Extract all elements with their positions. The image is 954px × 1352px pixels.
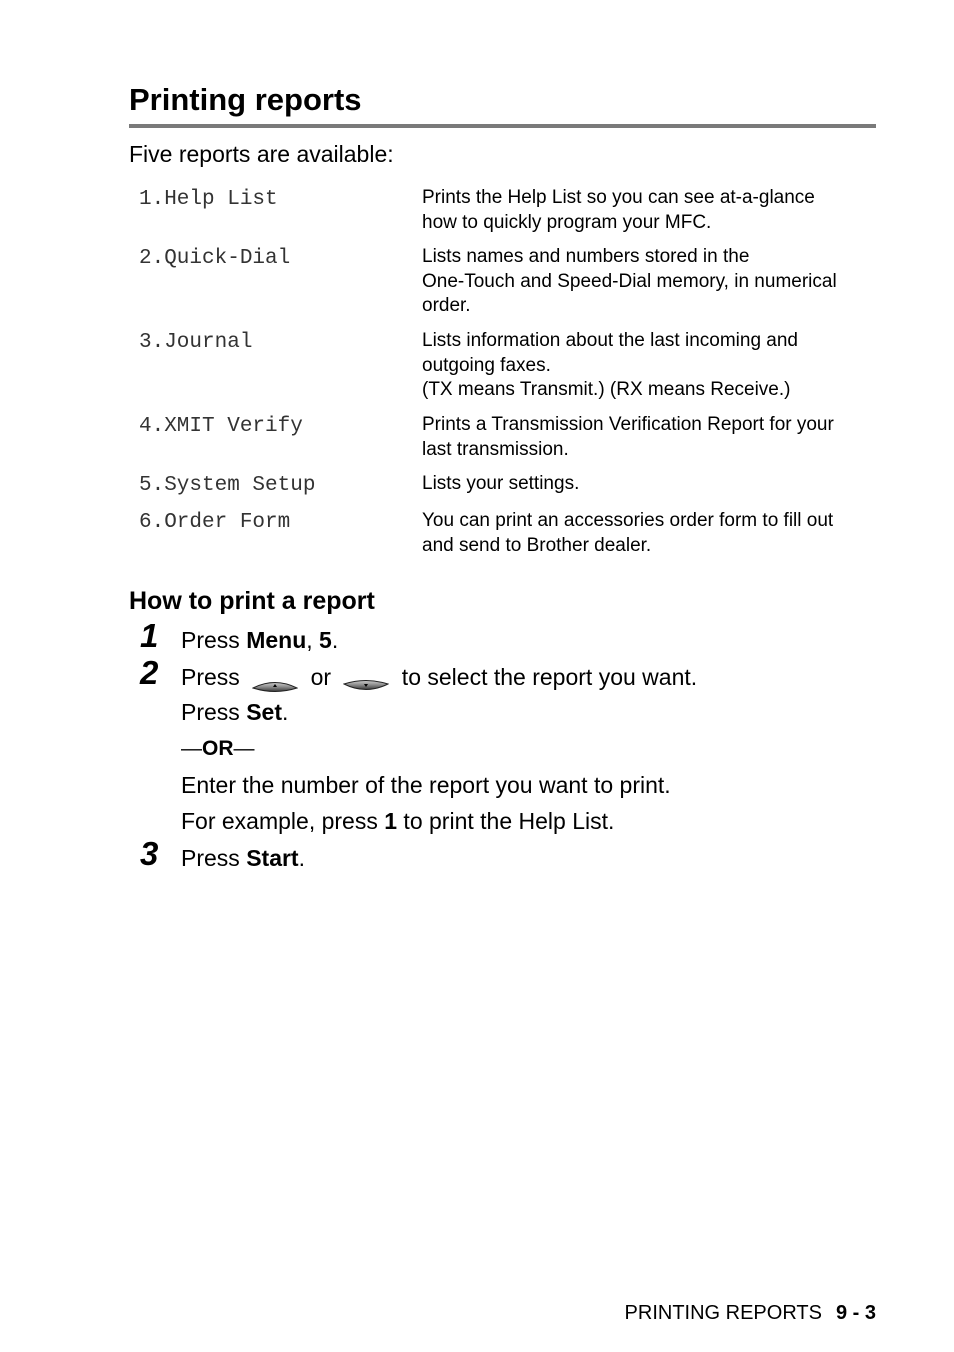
report-code: 3.Journal (139, 331, 253, 354)
key-1-label: 1 (384, 808, 398, 834)
report-code: 5.System Setup (139, 474, 316, 497)
page-number: 9 - 3 (835, 1302, 876, 1324)
example-line: For example, press 1 to print the Help List. (181, 808, 615, 834)
page-title: Printing reports (129, 82, 362, 117)
report-code: 1.Help List (139, 188, 278, 211)
report-description: Lists your settings. (422, 473, 580, 494)
title-rule (129, 124, 876, 128)
intro-text: Five reports are available: (129, 141, 394, 167)
press-set-line: Press Set. (181, 699, 289, 725)
report-description: Lists information about the last incoming and outgoing faxes. (TX means Transmit.) (RX means Receive.) (422, 330, 798, 400)
menu-key-label: Menu (246, 627, 307, 653)
report-description: Prints a Transmission Verification Report for your last transmission. (422, 414, 834, 460)
report-description: You can print an accessories order form to fill out and send to Brother dealer. (422, 510, 834, 556)
footer-section: PRINTING REPORTS (624, 1302, 822, 1324)
step-number: 2 (140, 654, 159, 691)
key-5-label: 5 (319, 627, 332, 653)
page-footer (625, 1300, 876, 1326)
report-code: 2.Quick-Dial (139, 247, 291, 270)
step-3-text: Press Start. (181, 845, 305, 871)
enter-number-line: Enter the number of the report you want to print. (181, 772, 671, 798)
up-arrow-key-icon (252, 670, 298, 684)
report-code: 4.XMIT Verify (139, 415, 303, 438)
or-separator: —OR— (181, 737, 255, 760)
section-heading: How to print a report (129, 587, 375, 615)
set-key-label: Set (246, 699, 282, 725)
step-number: 1 (140, 617, 159, 654)
start-key-label: Start (246, 845, 299, 871)
report-description: Lists names and numbers stored in the One-Touch and Speed-Dial memory, in numerical order. (422, 246, 837, 316)
report-description: Prints the Help List so you can see at-a-glance how to quickly program your MFC. (422, 187, 815, 233)
step-2-text: Press or to select the report you want. (181, 664, 698, 690)
step-number: 3 (140, 835, 159, 872)
down-arrow-key-icon (343, 670, 389, 684)
report-code: 6.Order Form (139, 511, 291, 534)
step-1-text: Press Menu, 5. (181, 627, 339, 653)
